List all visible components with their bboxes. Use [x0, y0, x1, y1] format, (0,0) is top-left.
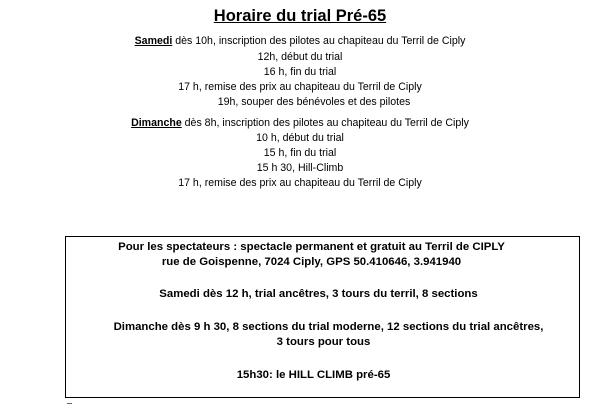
dimanche-first-line-text: dès 8h, inscription des pilotes au chapiteau du Terril de Ciply — [181, 117, 469, 129]
spectators-address: rue de Goispenne, 7024 Ciply, GPS 50.410646, 3.941940 — [161, 256, 462, 268]
page-title-text: Horaire du trial Pré-65 — [213, 7, 387, 25]
samedi-first-line-text: dès 10h, inscription des pilotes au chapiteau du Terril de Ciply — [172, 35, 466, 47]
dimanche-schedule-line-1 — [0, 116, 600, 130]
spectators-samedi-info: Samedi dès 12 h, trial ancêtres, 3 tours du terril, 8 sections — [159, 288, 478, 300]
samedi-schedule-line-5: 19h, souper des bénévoles et des pilotes — [217, 96, 411, 108]
spectators-heading: Pour les spectateurs : spectacle permanent et gratuit au Terril de CIPLY — [118, 241, 505, 253]
samedi-schedule-line-1 — [0, 34, 600, 48]
dimanche-label: Dimanche — [131, 117, 182, 129]
spectators-dimanche-info-line-1: Dimanche dès 9 h 30, 8 sections du trial moderne, 12 sections du trial ancêtres, — [113, 321, 544, 333]
page-title — [0, 6, 600, 26]
samedi-schedule-line-2: 12h, début du trial — [257, 51, 343, 63]
spectators-hill-climb: 15h30: le HILL CLIMB pré-65 — [236, 369, 391, 381]
samedi-schedule-line-4: 17 h, remise des prix au chapiteau du Terril de Ciply — [178, 81, 422, 93]
dimanche-schedule-line-3: 15 h, fin du trial — [263, 147, 337, 159]
spectators-info-box — [65, 236, 580, 398]
dimanche-schedule-line-4: 15 h 30, Hill-Climb — [256, 162, 344, 174]
spectators-dimanche-info-line-2: 3 tours pour tous — [276, 336, 371, 348]
samedi-schedule-line-3: 16 h, fin du trial — [263, 66, 337, 78]
dimanche-schedule-line-5: 17 h, remise des prix au chapiteau du Terril de Ciply — [178, 177, 422, 189]
stray-mark — [67, 403, 72, 404]
samedi-label: Samedi — [134, 35, 173, 47]
dimanche-schedule-line-2: 10 h, début du trial — [256, 132, 344, 144]
